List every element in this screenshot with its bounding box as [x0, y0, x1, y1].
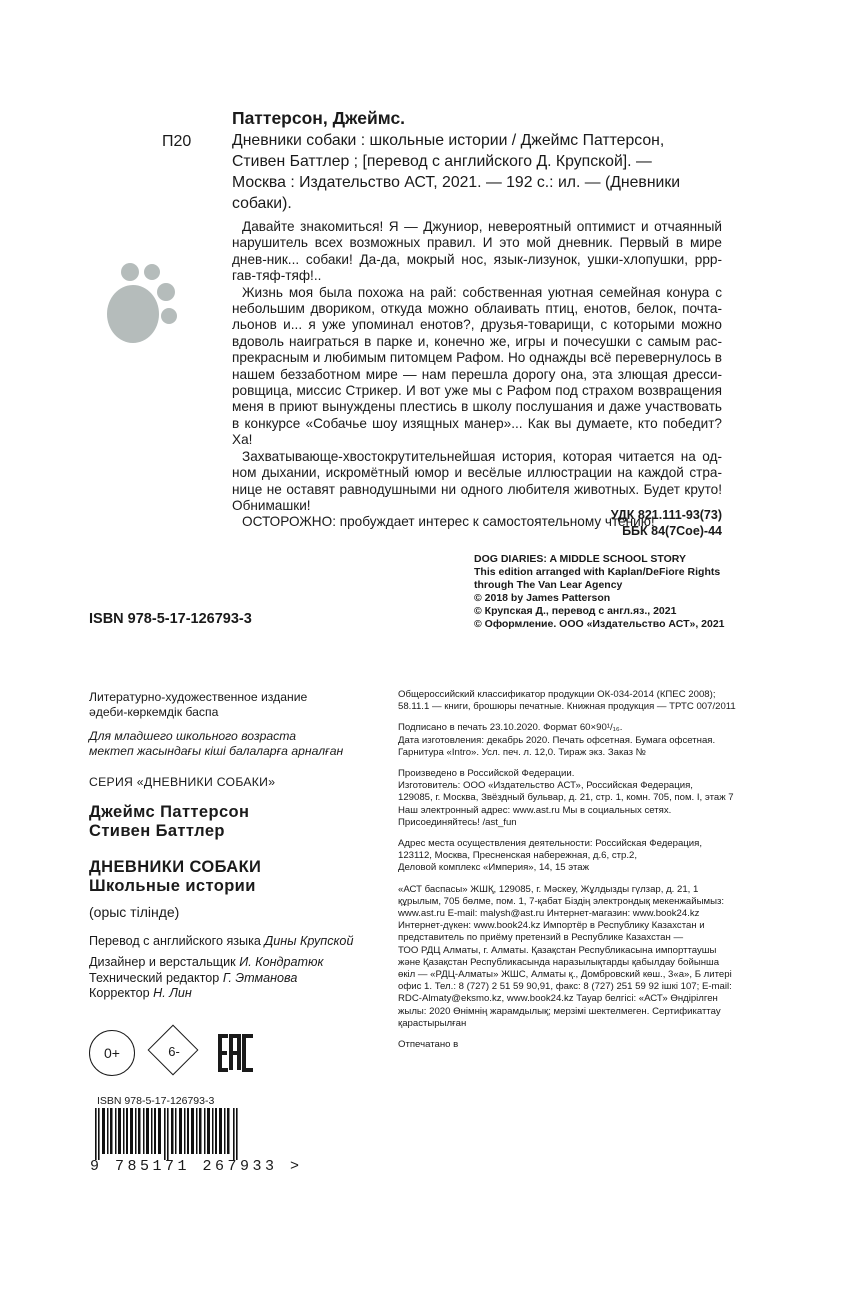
- imprint-line: представитель по приёму претензий в Республике Казахстан —: [398, 932, 684, 944]
- rights-line: DOG DIARIES: A MIDDLE SCHOOL STORY: [474, 553, 686, 565]
- translator-name: Дины Крупской: [264, 934, 354, 948]
- isbn-label: ISBN 978-5-17-126793-3: [89, 611, 252, 627]
- copyright-block: [474, 553, 725, 631]
- rights-line: © Крупская Д., перевод с англ.яз., 2021: [474, 605, 677, 617]
- imprint-line: және Қазақстан Республикасында наразылықтарды қабылдау бойынша: [398, 956, 720, 968]
- audience-line: мектеп жасындағы кіші балаларға арналған: [89, 744, 344, 758]
- staff-role: Корректор: [89, 986, 150, 1000]
- author-name: Стивен Баттлер: [89, 822, 225, 840]
- imprint-line: Адрес места осуществления деятельности: Российская Федерация,: [398, 838, 703, 850]
- paw-print-icon: [100, 258, 182, 350]
- staff-name: Г. Этманова: [222, 970, 298, 985]
- imprint-line: Отпечатано в: [398, 1039, 459, 1051]
- imprint-line: Деловой комплекс «Империя», 14, 15 этаж: [398, 862, 590, 874]
- imprint-line: Подписано в печать 23.10.2020. Формат 60×90¹/₁₆.: [398, 722, 623, 734]
- staff-credit: [89, 955, 389, 971]
- barcode-isbn: ISBN 978-5-17-126793-3: [97, 1095, 215, 1107]
- imprint-line: Гарнитура «Intro». Усл. печ. л. 12,0. Тираж экз. Заказ №: [398, 746, 646, 758]
- rights-line: © Оформление. ООО «Издательство АСТ», 2021: [474, 618, 725, 630]
- eac-mark-icon: [217, 1033, 257, 1073]
- staff-role: Технический редактор: [89, 970, 220, 985]
- annotation-paragraph: ОСТОРОЖНО: пробуждает интерес к самостоятельному чтению!: [242, 514, 655, 530]
- biblio-line: Дневники собаки : школьные истории / Джеймс Паттерсон,: [232, 132, 665, 149]
- age-rating-circle: 0+: [89, 1030, 135, 1076]
- rights-line: © 2018 by James Patterson: [474, 592, 611, 604]
- biblio-line: Стивен Баттлер ; [перевод с английского Д. Крупской]. —: [232, 153, 652, 170]
- imprint-line: 129085, г. Москва, Звёздный бульвар, д. 21, стр. 1, комн. 705, пом. I, этаж 7: [398, 792, 734, 804]
- imprint-line: www.ast.ru E-mail: malysh@ast.ru Интернет-магазин: www.book24.kz: [398, 908, 700, 920]
- class-code: П20: [162, 133, 192, 150]
- annotation-paragraph: Захватывающе-хвостокрутительнейшая история, которая читается на од-ном дыхании, искромётный юмор и весёлые иллюстрации на каждой стра-нице не оставят равнодушными ни одного любителя животных. Будет круто! Обнимашки!: [232, 448, 722, 513]
- certification-marks: [89, 1027, 269, 1087]
- imprint-line: 123112, Москва, Пресненская набережная, д.6, стр.2,: [398, 850, 638, 862]
- imprint-line: Дата изготовления: декабрь 2020. Печать офсетная. Бумага офсетная.: [398, 734, 716, 746]
- genre-line: Литературно-художественное издание: [89, 690, 308, 704]
- biblio-line: собаки).: [232, 195, 292, 212]
- annotation: [232, 219, 722, 531]
- rights-line: This edition arranged with Kaplan/DeFiore Rights: [474, 566, 721, 578]
- audience-line: Для младшего школьного возраста: [89, 729, 297, 743]
- staff-role: Дизайнер и верстальщик: [89, 955, 236, 969]
- classification-indices: [611, 507, 722, 539]
- imprint-right-column: [398, 689, 738, 1060]
- series-line: СЕРИЯ «ДНЕВНИКИ СОБАКИ»: [89, 775, 276, 789]
- imprint-left-column: [89, 690, 389, 1002]
- translation-prefix: Перевод с английского языка: [89, 934, 261, 948]
- barcode-digits: 9 785171 267933 >: [90, 1158, 303, 1175]
- author-heading: Паттерсон, Джеймс.: [232, 108, 406, 128]
- imprint-line: 58.11.1 — книги, брошюры печатные. Книжная продукция — ТРТС 007/2011: [398, 701, 736, 713]
- imprint-line: RDC-Almaty@eksmo.kz, www.book24.kz Тауар белгісі: «АСТ» Өндірілген: [398, 993, 718, 1005]
- imprint-line: жылы: 2020 Өнімнің жарамдылық; мерзімі шектелмеген. Сертификаттау: [398, 1005, 721, 1017]
- imprint-line: Присоединяйтесь! /ast_fun: [398, 816, 517, 828]
- book-subtitle: Школьные истории: [89, 877, 256, 895]
- imprint-line: Общероссийский классификатор продукции ОК-034-2014 (КПЕС 2008);: [398, 689, 716, 700]
- staff-credit: [89, 986, 389, 1002]
- bibliographic-description: [232, 130, 722, 214]
- udk-index: УДК 821.111-93(73): [610, 508, 722, 522]
- genre-line: әдеби-көркемдік баспа: [89, 705, 219, 719]
- book-title: ДНЕВНИКИ СОБАКИ: [89, 858, 262, 876]
- annotation-paragraph: Жизнь моя была похожа на рай: собственная уютная семейная конура с небольшим двориком, откуда можно облаивать птиц, енотов, белок, почта-льонов и... я уже упоминал енотов?, друзья-товарищи, с которыми можно вдоволь наиграться в парке и, конечно же, игры и почесушки с самым рас-прекрасным и любимым питомцем Рафом. Но однажды всё перевернулось в нашем беззаботном мире — нам перешла дорогу она, эта злющая дресси-ровщица, миссис Стрикер. И вот уже мы с Рафом под страхом возвращения меня в приют вынуждены плестись в школу послушания и даже участвовать в конкурсе «Собачье шоу изящных манер»... Как вы думаете, кто победит? Ха!: [232, 284, 722, 448]
- age-rating-diamond-label: 6-: [168, 1044, 180, 1059]
- biblio-line: Москва : Издательство АСТ, 2021. — 192 с.: ил. — (Дневники: [232, 174, 681, 191]
- imprint-line: ТОО РДЦ Алматы, г. Алматы. Қазақстан Республикасына импорттаушы: [398, 944, 717, 956]
- imprint-line: құрылым, 705 бөлме, пом. 1, 7-қабат Біздің электрондық мекенжайымыз:: [398, 895, 725, 907]
- rights-line: through The Van Lear Agency: [474, 579, 623, 591]
- staff-credit: [89, 971, 389, 987]
- imprint-line: Изготовитель: ООО «Издательство АСТ», Российская Федерация,: [398, 780, 693, 792]
- imprint-line: Наш электронный адрес: www.ast.ru Мы в социальных сетях.: [398, 804, 672, 816]
- imprint-line: Произведено в Российской Федерации.: [398, 768, 575, 780]
- imprint-line: Интернет-дүкен: www.book24.kz Импортёр в Республику Казахстан и: [398, 920, 705, 932]
- annotation-paragraph: Давайте знакомиться! Я — Джуниор, невероятный оптимист и отчаянный нарушитель всех возможных правил. И это мой дневник. Первый в мире днев-ник... собаки! Да-да, мокрый нос, язык-лизунок, ушки-хлопушки, ррр-гав-тяф-тяф!..: [232, 219, 722, 284]
- language-note: (орыс тілінде): [89, 904, 180, 920]
- imprint-line: өкіл — «РДЦ-Алматы» ЖШС, Алматы қ., Домбровский көш., 3«а», Б литері: [398, 969, 732, 981]
- staff-name: Н. Лин: [153, 986, 192, 1000]
- bbk-index: ББК 84(7Сое)-44: [622, 524, 722, 538]
- staff-name: И. Кондратюк: [239, 955, 324, 969]
- imprint-line: офис 1. Тел.: 8 (727) 2 51 59 90,91, факс: 8 (727) 251 59 92 ішкі 107; E-mail:: [398, 981, 732, 993]
- translation-credit: [89, 934, 389, 948]
- imprint-line: қарастырылған: [398, 1017, 467, 1029]
- author-name: Джеймс Паттерсон: [89, 803, 250, 821]
- imprint-line: «АСТ баспасы» ЖШҚ, 129085, г. Мәскеу, Жұлдызды гүлзар, д. 21, 1: [398, 883, 699, 895]
- barcode-icon: [93, 1108, 245, 1160]
